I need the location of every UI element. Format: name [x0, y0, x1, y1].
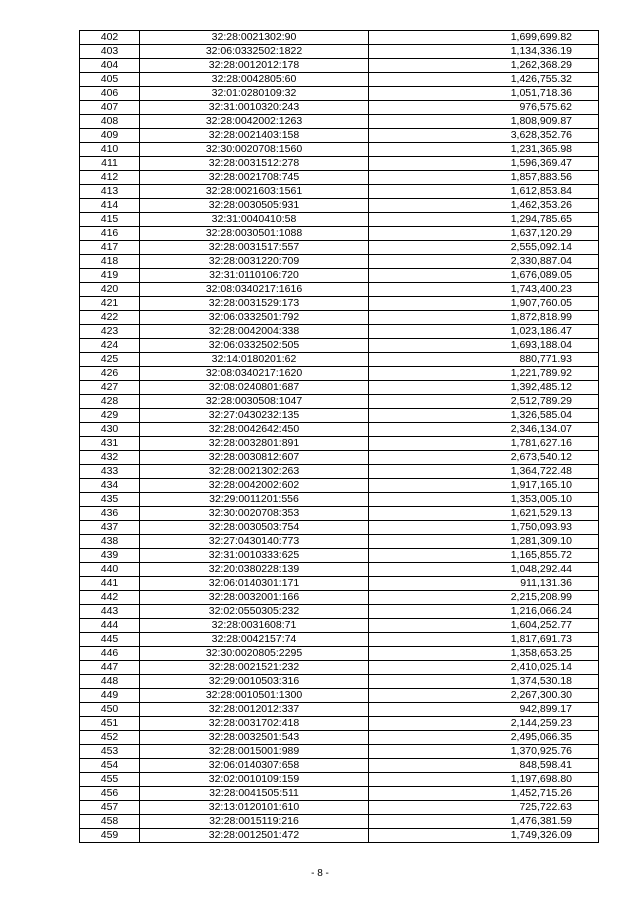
- amount-cell: 1,048,292.44: [369, 563, 599, 577]
- amount-cell: 1,808,909.87: [369, 115, 599, 129]
- amount-cell: 1,749,326.09: [369, 829, 599, 843]
- table-row: [80, 367, 599, 381]
- cadastral-number-cell: 32:28:0012012:178: [140, 59, 369, 73]
- table-row: [80, 577, 599, 591]
- cadastral-number-cell: 32:06:0332501:792: [140, 311, 369, 325]
- cadastral-number-cell: 32:28:0032801:891: [140, 437, 369, 451]
- cadastral-number-cell: 32:06:0140301:171: [140, 577, 369, 591]
- amount-cell: 1,907,760.05: [369, 297, 599, 311]
- amount-cell: 1,637,120.29: [369, 227, 599, 241]
- amount-cell: 1,612,853.84: [369, 185, 599, 199]
- amount-cell: 976,575.62: [369, 101, 599, 115]
- table-row: [80, 423, 599, 437]
- cadastral-number-cell: 32:28:0021302:263: [140, 465, 369, 479]
- row-number-cell: 410: [80, 143, 140, 157]
- table-row: [80, 717, 599, 731]
- table-row: [80, 451, 599, 465]
- cadastral-number-cell: 32:28:0042157:74: [140, 633, 369, 647]
- table-row: [80, 633, 599, 647]
- table-row: [80, 815, 599, 829]
- amount-cell: 1,857,883.56: [369, 171, 599, 185]
- cadastral-number-cell: 32:28:0012501:472: [140, 829, 369, 843]
- cadastral-number-cell: 32:08:0340217:1616: [140, 283, 369, 297]
- cadastral-number-cell: 32:28:0021521:232: [140, 661, 369, 675]
- row-number-cell: 452: [80, 731, 140, 745]
- cadastral-number-cell: 32:28:0030505:931: [140, 199, 369, 213]
- cadastral-number-cell: 32:28:0042002:1263: [140, 115, 369, 129]
- cadastral-number-cell: 32:27:0430140:773: [140, 535, 369, 549]
- table-row: [80, 339, 599, 353]
- row-number-cell: 408: [80, 115, 140, 129]
- page-number: - 8 -: [311, 868, 329, 879]
- amount-cell: 1,165,855.72: [369, 549, 599, 563]
- table-row: [80, 507, 599, 521]
- row-number-cell: 428: [80, 395, 140, 409]
- table-row: [80, 297, 599, 311]
- amount-cell: 2,410,025.14: [369, 661, 599, 675]
- amount-cell: 1,353,005.10: [369, 493, 599, 507]
- table-row: [80, 465, 599, 479]
- amount-cell: 1,750,093.93: [369, 521, 599, 535]
- cadastral-number-cell: 32:28:0030501:1088: [140, 227, 369, 241]
- amount-cell: 2,144,259.23: [369, 717, 599, 731]
- amount-cell: 2,512,789.29: [369, 395, 599, 409]
- cadastral-number-cell: 32:28:0030503:754: [140, 521, 369, 535]
- cadastral-number-cell: 32:31:0010320:243: [140, 101, 369, 115]
- table-row: [80, 353, 599, 367]
- amount-cell: 2,555,092.14: [369, 241, 599, 255]
- amount-cell: 942,899.17: [369, 703, 599, 717]
- amount-cell: 1,476,381.59: [369, 815, 599, 829]
- row-number-cell: 446: [80, 647, 140, 661]
- amount-cell: 880,771.93: [369, 353, 599, 367]
- row-number-cell: 436: [80, 507, 140, 521]
- row-number-cell: 454: [80, 759, 140, 773]
- amount-cell: 2,215,208.99: [369, 591, 599, 605]
- row-number-cell: 415: [80, 213, 140, 227]
- table-row: [80, 213, 599, 227]
- amount-cell: 2,330,887.04: [369, 255, 599, 269]
- cadastral-number-cell: 32:06:0332502:505: [140, 339, 369, 353]
- amount-cell: 1,358,653.25: [369, 647, 599, 661]
- table-body: [80, 31, 599, 843]
- table-row: [80, 283, 599, 297]
- table-row: [80, 59, 599, 73]
- cadastral-number-cell: 32:28:0010501:1300: [140, 689, 369, 703]
- table-row: [80, 129, 599, 143]
- row-number-cell: 422: [80, 311, 140, 325]
- table-row: [80, 269, 599, 283]
- row-number-cell: 406: [80, 87, 140, 101]
- table-row: [80, 759, 599, 773]
- table-row: [80, 689, 599, 703]
- row-number-cell: 425: [80, 353, 140, 367]
- table-row: [80, 185, 599, 199]
- table-row: [80, 661, 599, 675]
- row-number-cell: 449: [80, 689, 140, 703]
- cadastral-value-table: [79, 30, 599, 843]
- cadastral-number-cell: 32:28:0041505:511: [140, 787, 369, 801]
- cadastral-number-cell: 32:02:0010109:159: [140, 773, 369, 787]
- amount-cell: 1,197,698.80: [369, 773, 599, 787]
- row-number-cell: 439: [80, 549, 140, 563]
- row-number-cell: 433: [80, 465, 140, 479]
- amount-cell: 1,374,530.18: [369, 675, 599, 689]
- row-number-cell: 451: [80, 717, 140, 731]
- cadastral-number-cell: 32:28:0021708:745: [140, 171, 369, 185]
- table-row: [80, 591, 599, 605]
- amount-cell: 1,676,089.05: [369, 269, 599, 283]
- table-row: [80, 535, 599, 549]
- row-number-cell: 443: [80, 605, 140, 619]
- cadastral-number-cell: 32:28:0031517:557: [140, 241, 369, 255]
- table-row: [80, 787, 599, 801]
- amount-cell: 1,452,715.26: [369, 787, 599, 801]
- amount-cell: 1,462,353.26: [369, 199, 599, 213]
- cadastral-number-cell: 32:30:0020708:353: [140, 507, 369, 521]
- row-number-cell: 421: [80, 297, 140, 311]
- row-number-cell: 409: [80, 129, 140, 143]
- row-number-cell: 450: [80, 703, 140, 717]
- row-number-cell: 457: [80, 801, 140, 815]
- table-row: [80, 437, 599, 451]
- cadastral-number-cell: 32:13:0120101:610: [140, 801, 369, 815]
- table-row: [80, 101, 599, 115]
- cadastral-number-cell: 32:28:0031512:278: [140, 157, 369, 171]
- row-number-cell: 458: [80, 815, 140, 829]
- row-number-cell: 438: [80, 535, 140, 549]
- cadastral-number-cell: 32:28:0032001:166: [140, 591, 369, 605]
- row-number-cell: 407: [80, 101, 140, 115]
- amount-cell: 3,628,352.76: [369, 129, 599, 143]
- amount-cell: 1,370,925.76: [369, 745, 599, 759]
- amount-cell: 1,872,818.99: [369, 311, 599, 325]
- table-row: [80, 773, 599, 787]
- cadastral-number-cell: 32:28:0031529:173: [140, 297, 369, 311]
- table-row: [80, 605, 599, 619]
- row-number-cell: 448: [80, 675, 140, 689]
- row-number-cell: 418: [80, 255, 140, 269]
- row-number-cell: 455: [80, 773, 140, 787]
- cadastral-number-cell: 32:31:0110106:720: [140, 269, 369, 283]
- row-number-cell: 437: [80, 521, 140, 535]
- amount-cell: 1,221,789.92: [369, 367, 599, 381]
- row-number-cell: 441: [80, 577, 140, 591]
- table-row: [80, 493, 599, 507]
- cadastral-number-cell: 32:20:0380228:139: [140, 563, 369, 577]
- cadastral-number-cell: 32:28:0030812:607: [140, 451, 369, 465]
- cadastral-number-cell: 32:06:0332502:1822: [140, 45, 369, 59]
- amount-cell: 911,131.36: [369, 577, 599, 591]
- amount-cell: 1,294,785.65: [369, 213, 599, 227]
- table-row: [80, 115, 599, 129]
- amount-cell: 1,216,066.24: [369, 605, 599, 619]
- cadastral-number-cell: 32:27:0430232:135: [140, 409, 369, 423]
- amount-cell: 1,392,485.12: [369, 381, 599, 395]
- cadastral-number-cell: 32:30:0020805:2295: [140, 647, 369, 661]
- table-row: [80, 745, 599, 759]
- amount-cell: 1,134,336.19: [369, 45, 599, 59]
- row-number-cell: 431: [80, 437, 140, 451]
- cadastral-number-cell: 32:01:0280109:32: [140, 87, 369, 101]
- amount-cell: 1,699,699.82: [369, 31, 599, 45]
- row-number-cell: 411: [80, 157, 140, 171]
- row-number-cell: 459: [80, 829, 140, 843]
- amount-cell: 1,781,627.16: [369, 437, 599, 451]
- cadastral-number-cell: 32:14:0180201:62: [140, 353, 369, 367]
- cadastral-number-cell: 32:02:0550305:232: [140, 605, 369, 619]
- amount-cell: 1,743,400.23: [369, 283, 599, 297]
- table-row: [80, 311, 599, 325]
- amount-cell: 1,621,529.13: [369, 507, 599, 521]
- row-number-cell: 423: [80, 325, 140, 339]
- cadastral-number-cell: 32:28:0021403:158: [140, 129, 369, 143]
- table-row: [80, 381, 599, 395]
- table-row: [80, 395, 599, 409]
- amount-cell: 1,693,188.04: [369, 339, 599, 353]
- table-row: [80, 73, 599, 87]
- table-row: [80, 31, 599, 45]
- row-number-cell: 420: [80, 283, 140, 297]
- cadastral-number-cell: 32:28:0042805:60: [140, 73, 369, 87]
- row-number-cell: 430: [80, 423, 140, 437]
- amount-cell: 848,598.41: [369, 759, 599, 773]
- amount-cell: 1,281,309.10: [369, 535, 599, 549]
- cadastral-number-cell: 32:28:0021603:1561: [140, 185, 369, 199]
- cadastral-number-cell: 32:28:0031608:71: [140, 619, 369, 633]
- table-row: [80, 549, 599, 563]
- row-number-cell: 405: [80, 73, 140, 87]
- table-row: [80, 227, 599, 241]
- table-row: [80, 409, 599, 423]
- row-number-cell: 435: [80, 493, 140, 507]
- table-row: [80, 619, 599, 633]
- table-row: [80, 171, 599, 185]
- cadastral-number-cell: 32:28:0021302:90: [140, 31, 369, 45]
- table-row: [80, 647, 599, 661]
- amount-cell: 725,722.63: [369, 801, 599, 815]
- table-row: [80, 563, 599, 577]
- amount-cell: 1,817,691.73: [369, 633, 599, 647]
- cadastral-number-cell: 32:28:0032501:543: [140, 731, 369, 745]
- row-number-cell: 427: [80, 381, 140, 395]
- amount-cell: 2,495,066.35: [369, 731, 599, 745]
- row-number-cell: 456: [80, 787, 140, 801]
- row-number-cell: 426: [80, 367, 140, 381]
- row-number-cell: 445: [80, 633, 140, 647]
- amount-cell: 1,262,368.29: [369, 59, 599, 73]
- cadastral-number-cell: 32:08:0340217:1620: [140, 367, 369, 381]
- cadastral-number-cell: 32:28:0031220:709: [140, 255, 369, 269]
- table-row: [80, 675, 599, 689]
- table-row: [80, 87, 599, 101]
- row-number-cell: 453: [80, 745, 140, 759]
- cadastral-number-cell: 32:28:0031702:418: [140, 717, 369, 731]
- row-number-cell: 434: [80, 479, 140, 493]
- table-row: [80, 157, 599, 171]
- cadastral-number-cell: 32:28:0042642:450: [140, 423, 369, 437]
- row-number-cell: 444: [80, 619, 140, 633]
- cadastral-number-cell: 32:28:0015001:989: [140, 745, 369, 759]
- cadastral-number-cell: 32:28:0042002:602: [140, 479, 369, 493]
- amount-cell: 1,051,718.36: [369, 87, 599, 101]
- row-number-cell: 403: [80, 45, 140, 59]
- amount-cell: 1,596,369.47: [369, 157, 599, 171]
- row-number-cell: 402: [80, 31, 140, 45]
- table-row: [80, 241, 599, 255]
- row-number-cell: 419: [80, 269, 140, 283]
- cadastral-number-cell: 32:28:0015119:216: [140, 815, 369, 829]
- table-row: [80, 255, 599, 269]
- row-number-cell: 417: [80, 241, 140, 255]
- row-number-cell: 442: [80, 591, 140, 605]
- amount-cell: 1,917,165.10: [369, 479, 599, 493]
- amount-cell: 1,326,585.04: [369, 409, 599, 423]
- cadastral-number-cell: 32:28:0042004:338: [140, 325, 369, 339]
- row-number-cell: 432: [80, 451, 140, 465]
- amount-cell: 2,346,134.07: [369, 423, 599, 437]
- cadastral-number-cell: 32:08:0240801:687: [140, 381, 369, 395]
- row-number-cell: 424: [80, 339, 140, 353]
- table-row: [80, 521, 599, 535]
- amount-cell: 1,231,365.98: [369, 143, 599, 157]
- table-row: [80, 325, 599, 339]
- table-row: [80, 45, 599, 59]
- amount-cell: 1,364,722.48: [369, 465, 599, 479]
- amount-cell: 2,673,540.12: [369, 451, 599, 465]
- row-number-cell: 413: [80, 185, 140, 199]
- cadastral-number-cell: 32:28:0012012:337: [140, 703, 369, 717]
- amount-cell: 1,604,252.77: [369, 619, 599, 633]
- table-row: [80, 479, 599, 493]
- table-row: [80, 199, 599, 213]
- table-row: [80, 829, 599, 843]
- table-row: [80, 731, 599, 745]
- cadastral-number-cell: 32:29:0011201:556: [140, 493, 369, 507]
- row-number-cell: 416: [80, 227, 140, 241]
- amount-cell: 2,267,300.30: [369, 689, 599, 703]
- row-number-cell: 440: [80, 563, 140, 577]
- cadastral-number-cell: 32:29:0010503:316: [140, 675, 369, 689]
- amount-cell: 1,426,755.32: [369, 73, 599, 87]
- table-row: [80, 801, 599, 815]
- cadastral-number-cell: 32:31:0040410:58: [140, 213, 369, 227]
- row-number-cell: 404: [80, 59, 140, 73]
- cadastral-number-cell: 32:06:0140307:658: [140, 759, 369, 773]
- amount-cell: 1,023,186.47: [369, 325, 599, 339]
- row-number-cell: 447: [80, 661, 140, 675]
- row-number-cell: 414: [80, 199, 140, 213]
- table-row: [80, 143, 599, 157]
- row-number-cell: 412: [80, 171, 140, 185]
- row-number-cell: 429: [80, 409, 140, 423]
- table-row: [80, 703, 599, 717]
- cadastral-number-cell: 32:31:0010333:625: [140, 549, 369, 563]
- cadastral-number-cell: 32:28:0030508:1047: [140, 395, 369, 409]
- cadastral-number-cell: 32:30:0020708:1560: [140, 143, 369, 157]
